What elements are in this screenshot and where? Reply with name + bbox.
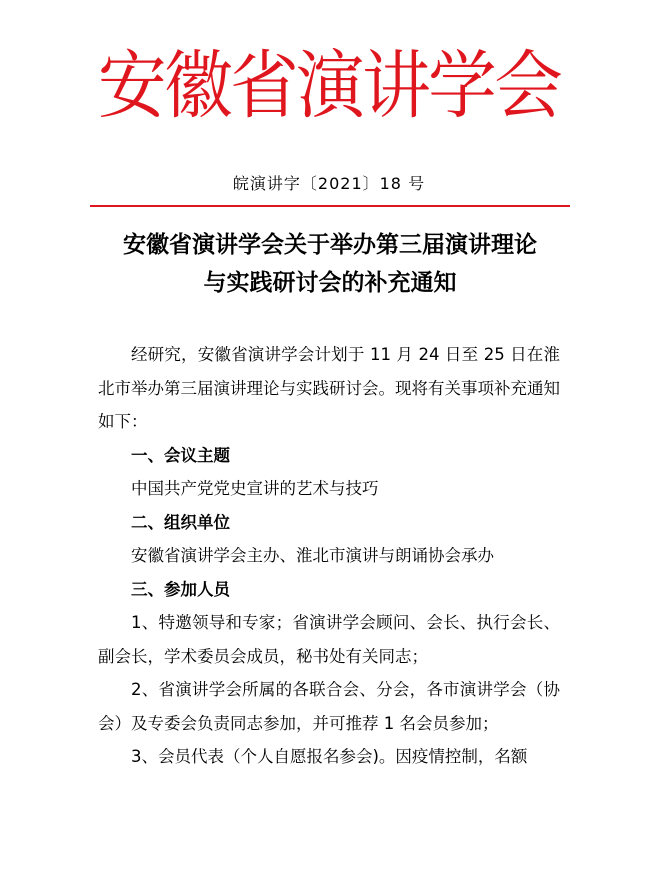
participant-item: 1、特邀领导和专家；省演讲学会顾问、会长、执行会长、副会长，学术委员会成员，秘书处有关同志； (98, 613, 560, 666)
document-body (98, 338, 560, 774)
section-heading-organizers: 二、组织单位 (131, 512, 230, 532)
section-content-organizers: 安徽省演讲学会主办、淮北市演讲与朗诵协会承办 (131, 546, 494, 565)
document-number: 皖演讲字〔2021〕18 号 (232, 174, 426, 193)
org-masthead: 安徽省演讲学会 (97, 43, 561, 129)
section-content-theme: 中国共产党党史宣讲的艺术与技巧 (131, 479, 379, 498)
intro-paragraph: 经研究，安徽省演讲学会计划于 11 月 24 日至 25 日在淮北市举办第三届演讲理论与实践研讨会。现将有关事项补充通知如下： (98, 345, 560, 431)
participant-item: 2、省演讲学会所属的各联合会、分会，各市演讲学会（协会）及专委会负责同志参加，并可推荐 1 名会员参加； (98, 680, 560, 733)
section-heading-theme: 一、会议主题 (131, 445, 230, 465)
section-heading-participants: 三、参加人员 (131, 579, 230, 599)
title-line-2: 与实践研讨会的补充通知 (203, 269, 457, 296)
participant-item: 3、会员代表（个人自愿报名参会)。因疫情控制，名额 (131, 747, 528, 766)
red-divider-line (90, 205, 570, 207)
document-title (60, 226, 600, 302)
title-line-1: 安徽省演讲学会关于举办第三届演讲理论 (123, 231, 537, 258)
